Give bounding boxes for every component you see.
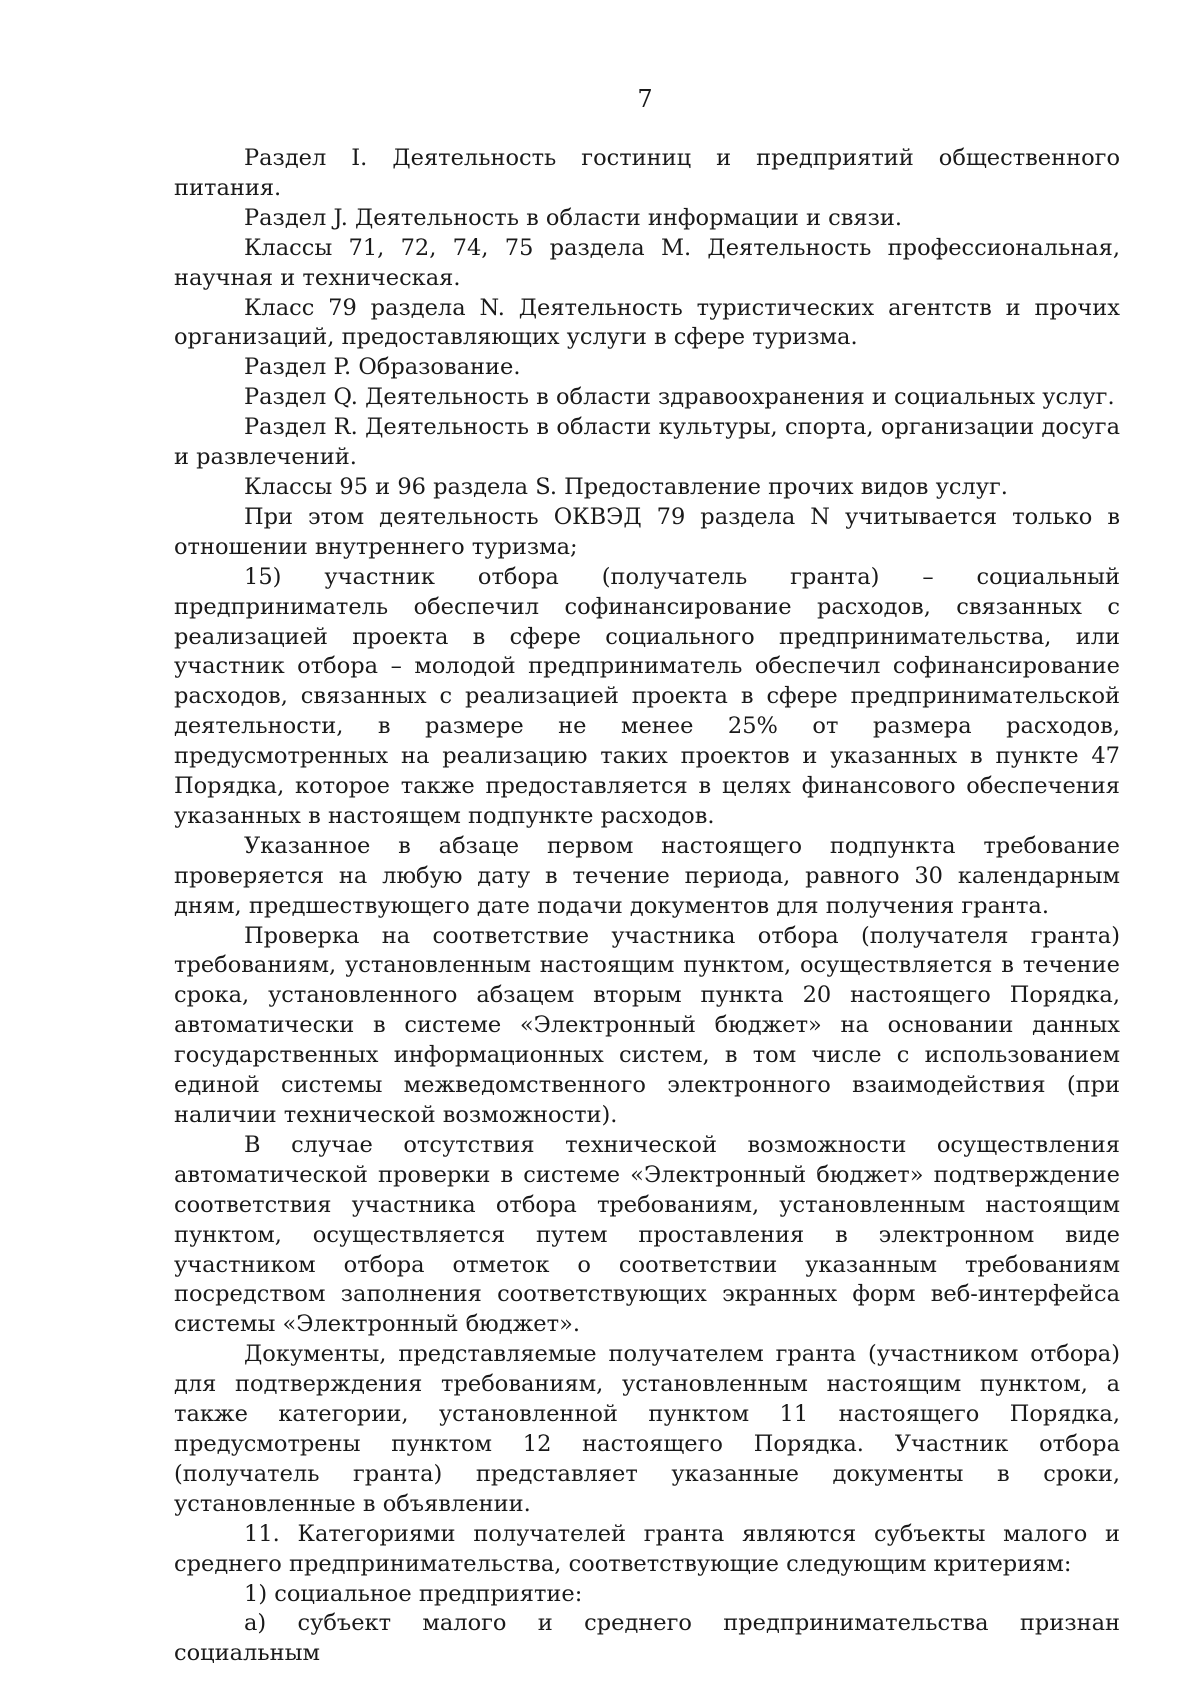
paragraph: Раздел R. Деятельность в области культуры, спорта, организации досуга и развлечений. [174, 414, 1120, 471]
paragraph: Классы 95 и 96 раздела S. Предоставление прочих видов услуг. [244, 473, 1008, 500]
paragraph: Классы 71, 72, 74, 75 раздела M. Деятельность профессиональная, научная и техническая. [174, 234, 1120, 291]
page-number: 7 [637, 85, 653, 113]
paragraph: Документы, представляемые получателем гранта (участником отбора) для подтверждения требованиям, установленным настоящим пунктом, а также категории, установленной пунктом 11 настоящего Порядка, предусмотрены пунктом 12 настоящего Порядка. Участник отбора (получатель гранта) представляет указанные документы в сроки, установленные в объявлении. [174, 1341, 1120, 1517]
paragraph: Проверка на соответствие участника отбора (получателя гранта) требованиям, установленным настоящим пунктом, осуществляется в течение срока, установленного абзацем вторым пункта 20 настоящего Порядка, автоматически в системе «Электронный бюджет» на основании данных государственных информационных систем, в том числе с использованием единой системы межведомственного электронного взаимодействия (при наличии технической возможности). [174, 922, 1120, 1128]
paragraph: При этом деятельность ОКВЭД 79 раздела N учитывается только в отношении внутреннего туризма; [174, 503, 1120, 560]
paragraph: Раздел J. Деятельность в области информации и связи. [244, 204, 903, 231]
paragraph: Раздел I. Деятельность гостиниц и предприятий общественного питания. [174, 145, 1120, 201]
paragraph: В случае отсутствия технической возможности осуществления автоматической проверки в системе «Электронный бюджет» подтверждение соответствия участника отбора требованиям, установленным настоящим пунктом, осуществляется путем проставления в электронном виде участником отбора отметок о соответствии указанным требованиям посредством заполнения соответствующих экранных форм веб-интерфейса системы «Электронный бюджет». [174, 1131, 1120, 1338]
paragraph: Раздел Q. Деятельность в области здравоохранения и социальных услуг. [244, 384, 1115, 411]
paragraph: 15) участник отбора (получатель гранта) – социальный предприниматель обеспечил софинансирование расходов, связанных с реализацией проекта в сфере социального предпринимательства, или участник отбора – молодой предприниматель обеспечил софинансирование расходов, связанных с реализацией проекта в сфере предпринимательской деятельности, в размере не менее 25% от размера расходов, предусмотренных на реализацию таких проектов и указанных в пункте 47 Порядка, которое также предоставляется в целях финансового обеспечения указанных в настоящем подпункте расходов. [174, 563, 1120, 829]
paragraph: Раздел P. Образование. [244, 354, 521, 381]
paragraph: 11. Категориями получателей гранта являются субъекты малого и среднего предпринимательства, соответствующие следующим критериям: [174, 1520, 1120, 1577]
paragraph: 1) социальное предприятие: [244, 1580, 583, 1607]
document-body [174, 144, 1120, 1669]
paragraph: а) субъект малого и среднего предпринимательства признан социальным [174, 1610, 1120, 1667]
paragraph: Класс 79 раздела N. Деятельность туристических агентств и прочих организаций, предоставляющих услуги в сфере туризма. [174, 294, 1120, 351]
paragraph: Указанное в абзаце первом настоящего подпункта требование проверяется на любую дату в течение периода, равного 30 календарным дням, предшествующего дате подачи документов для получения гранта. [174, 832, 1120, 919]
